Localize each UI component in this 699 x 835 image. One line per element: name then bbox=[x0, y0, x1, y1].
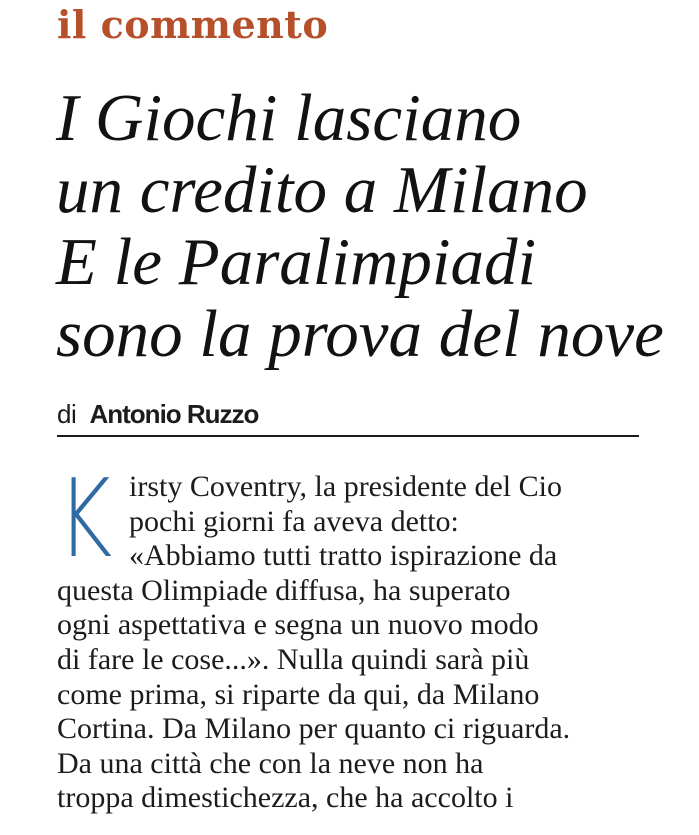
byline bbox=[57, 399, 639, 437]
article-line: questa Olimpiade diffusa, ha superato bbox=[57, 573, 511, 607]
headline-line: E le Paralimpiadi bbox=[56, 225, 537, 299]
article-body bbox=[57, 457, 657, 816]
section-kicker: il commento bbox=[57, 2, 329, 47]
article-line: ogni aspettativa e segna un nuovo modo bbox=[57, 608, 539, 642]
headline bbox=[56, 82, 676, 370]
article-line: irsty Coventry, la presidente del Cio bbox=[129, 470, 562, 503]
headline-line: I Giochi lasciano bbox=[56, 81, 522, 155]
article-line: Da una città che con la neve non ha bbox=[57, 746, 484, 780]
article-line: Cortina. Da Milano per quanto ci riguarda. bbox=[57, 712, 571, 746]
article-line: «Abbiamo tutti tratto ispirazione da bbox=[129, 539, 558, 573]
article-line: troppa dimestichezza, che ha accolto i bbox=[57, 781, 514, 815]
byline-prefix: di bbox=[57, 399, 77, 429]
drop-cap: K bbox=[57, 457, 113, 582]
author-name: Antonio Ruzzo bbox=[89, 399, 259, 429]
article-line: come prima, si riparte da qui, da Milano bbox=[57, 677, 540, 711]
headline-line: un credito a Milano bbox=[56, 153, 588, 227]
headline-line: sono la prova del nove bbox=[56, 297, 664, 371]
article-line: di fare le cose...». Nulla quindi sarà più bbox=[57, 642, 530, 676]
article-line: pochi giorni fa aveva detto: bbox=[129, 504, 459, 538]
